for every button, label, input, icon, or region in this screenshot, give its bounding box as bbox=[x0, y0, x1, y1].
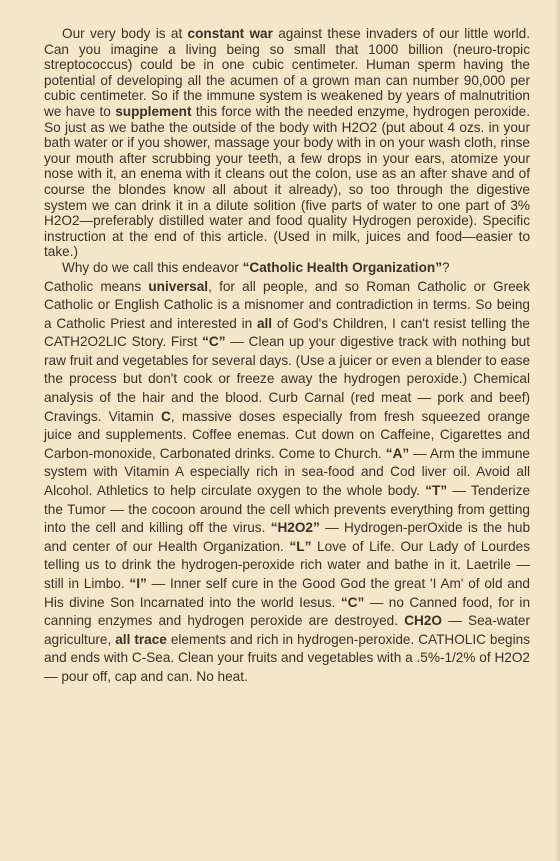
upper-text-block bbox=[44, 26, 530, 276]
text-run: — Inner self cure in the Good God the great 'I Am' of old and His divine Son Incarnated into the world Iesus. bbox=[44, 576, 530, 610]
text-run: Why do we call this endeavor bbox=[62, 259, 243, 275]
bold-phrase: “T” bbox=[425, 483, 448, 499]
text-run: — no Canned food, for in canning enzymes and hydrogen peroxide are destroyed. bbox=[44, 594, 531, 629]
bold-phrase: “L” bbox=[289, 538, 312, 554]
text-run: Our very body is at bbox=[62, 26, 188, 41]
bold-phrase: C bbox=[161, 408, 171, 424]
text-run: — Tenderize the Tumor — the cocoon around the cell which prevents everything from getting into the cell and killing off the virus. bbox=[44, 483, 530, 536]
text-run: Love of Life. Our Lady of Lourdes telling us to drink the hydrogen-peroxide rich water and bathe in it. Laetrile — still in Limbo. bbox=[44, 538, 530, 591]
page-edge-shadow bbox=[554, 0, 560, 861]
bold-phrase: “C” bbox=[202, 334, 226, 350]
bold-phrase: “H2O2” bbox=[270, 520, 320, 536]
bold-phrase: “A” bbox=[385, 445, 410, 461]
bold-phrase: constant war bbox=[187, 26, 273, 41]
text-run: — Clean up your digestive track with nothing but raw fruit and vegetables for several days. (Use a juicer or even a blender to ease the process but don't cook or freeze away the hydrogen peroxide.) Chemical analysis of the hair and the blood. Curb Carnal (red meat — pork and beef) Cravings. Vitamin bbox=[44, 334, 530, 424]
paragraph-cath2o2lic-story bbox=[44, 278, 530, 687]
bold-phrase: “I” bbox=[129, 576, 147, 591]
bold-phrase: all bbox=[256, 315, 273, 331]
text-run: , massive doses especially from fresh squeezed orange juice and supplements. Coffee enemas. Cut down on Caffeine, Cigarettes and Carbon-monoxide, Carbonated drinks. Come to Church. bbox=[44, 408, 530, 461]
text-run: , for all people, and so Roman Catholic or Greek Catholic or English Catholic is a misnomer and contradiction in terms. So being a Catholic Priest and interested in bbox=[44, 278, 531, 331]
bold-phrase: supplement bbox=[115, 103, 192, 119]
bold-phrase: “C” bbox=[340, 594, 365, 610]
text-run: — Sea-water agriculture, bbox=[44, 613, 530, 647]
text-run: — Arm the immune system with Vitamin A especially rich in sea-food and Cod liver oil. Avoid all Alcohol. Athletics to help circulate oxygen to the whole body. bbox=[44, 445, 530, 499]
text-run: ? bbox=[442, 259, 450, 275]
bold-phrase: all trace bbox=[115, 631, 167, 647]
text-run: — Hydrogen-perOxide is the hub and center of our Health Organization. bbox=[44, 520, 531, 554]
bold-phrase: “Catholic Health Organization” bbox=[242, 259, 442, 275]
text-run: elements and rich in hydrogen-peroxide. CATHOLIC begins and ends with C-Sea. Clean your fruits and vegetables with a .5%-1/2% of H2O2 — pour off, cap and can. No heat. bbox=[44, 631, 530, 684]
text-run: against these invaders of our little world. Can you imagine a living being so small that 1000 billion (neuro-tropic streptococcus) could be in one cubic centimeter. Human sperm having the potential of developing all the acumen of a grown man can number 90,000 per cubic centimeter. So if the immune system is weakened by years of malnutrition we have to bbox=[44, 26, 530, 119]
text-run: this force with the needed enzyme, hydrogen peroxide. So just as we bathe the outside of the body with H2O2 (put about 4 ozs. in your bath water or if you shower, massage your body with in on your wash cloth, rinse your mouth after scrubbing your teeth, a few drops in your ears, atomize your nose with it, an enema with it cleans out the colon, use as an after shave and of course the blondes know all about it already), so too through the digestive system we can drink it in a dilute solition (five parts of water to one part of 3% H2O2—preferably distilled water and food quality Hydrogen peroxide). Specific instruction at the end of this article. (Used in milk, juices and food—easier to take.) bbox=[44, 103, 530, 260]
bold-phrase: universal bbox=[148, 278, 209, 294]
bold-phrase: CH2O bbox=[404, 613, 442, 629]
text-run: of God's Children, I can't resist telling the CATH2O2LIC Story. First bbox=[44, 315, 530, 350]
lower-text-block bbox=[44, 278, 530, 687]
paragraph-why-catholic bbox=[44, 260, 530, 276]
text-run: Catholic means bbox=[44, 278, 149, 294]
paragraph-constant-war bbox=[44, 26, 530, 260]
